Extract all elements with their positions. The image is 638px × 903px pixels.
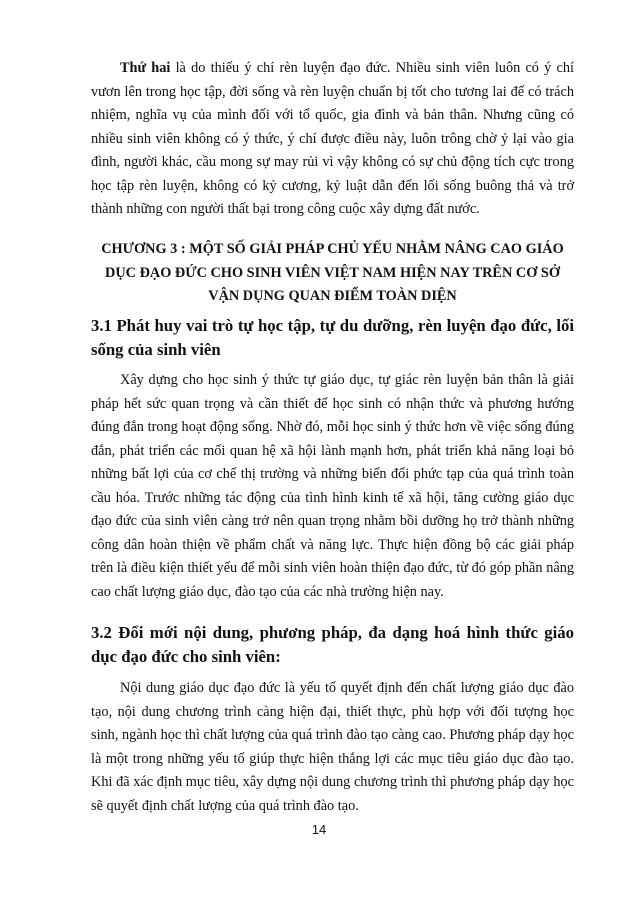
- section-2-body: [91, 677, 574, 818]
- section-1-heading: 3.1 Phát huy vai trò tự học tập, tự du dưỡng, rèn luyện đạo đức, lối sống của sinh viên: [91, 316, 574, 359]
- page-number: 14: [311, 822, 327, 837]
- section-1-text: Xây dựng cho học sinh ý thức tự giáo dục, tự giác rèn luyện bản thân là giải pháp hết sức quan trọng và cần thiết để học sinh có nhận thức và phương hướng đúng đắn trong hoạt động sống. Nhờ đó, mỗi học sinh ý thức hơn về việc sống đúng đắn, phát triển các mối quan hệ xã hội lành mạnh hơn, phát triển khả năng loại bỏ những bất lợi của cơ chế thị trường và những biến đổi phức tạp của quá trình toàn cầu hóa. Trước những tác động của tình hình kinh tế xã hội, tăng cường giáo dục đạo đức của sinh viên càng trở nên quan trọng nhằm bồi dưỡng họ trở thành những công dân hoàn thiện về phẩm chất và năng lực. Thực hiện đồng bộ các giải pháp trên là điều kiện thiết yếu để mỗi sinh viên hoàn thiện đạo đức, từ đó góp phần nâng cao chất lượng giáo dục, đào tạo của các nhà trường hiện nay.: [91, 372, 574, 600]
- section-2-heading: 3.2 Đổi mới nội dung, phương pháp, đa dạng hoá hình thức giáo dục đạo đức cho sinh viên:: [91, 623, 574, 666]
- section-2-text: Nội dung giáo dục đạo đức là yếu tố quyết định đến chất lượng giáo dục đào tạo, nội dung chương trình càng hiện đại, thiết thực, phù hợp với đối tượng học sinh, ngành học thì chất lượng của quá trình đào tạo càng cao. Phương pháp dạy học là một trong những yếu tố giúp thực hiện thắng lợi các mục tiêu giáo dục đào tạo. Khi đã xác định mục tiêu, xây dựng nội dung chương trình thì phương pháp dạy học sẽ quyết định chất lượng của quá trình đào tạo.: [91, 680, 574, 814]
- chapter-title: CHƯƠNG 3 : MỘT SỐ GIẢI PHÁP CHỦ YẾU NHẰM NÂNG CAO GIÁO DỤC ĐẠO ĐỨC CHO SINH VIÊN VIỆT NAM HIỆN NAY TRÊN CƠ SỞ VẬN DỤNG QUAN ĐIỂM TOÀN DIỆN: [101, 241, 564, 304]
- intro-lead: Thứ hai: [120, 60, 171, 76]
- section-1-body: [91, 369, 574, 604]
- intro-paragraph: [91, 57, 574, 222]
- intro-text: là do thiếu ý chí rèn luyện đạo đức. Nhiều sinh viên luôn có ý chí vươn lên trong học tập, đời sống và rèn luyện chuẩn bị tốt cho tương lai để có trách nhiệm, nghĩa vụ của mình đối với tổ quốc, gia đình và bản thân. Nhưng cũng có nhiều sinh viên không có ý thức, ý chí được điều này, luôn trông chờ ỷ lại vào gia đình, người khác, cầu mong sự may rủi vì vậy không có sự chủ động tích cực trong học tập rèn luyện, không có kỷ cương, kỷ luật dẫn đến lối sống buông thả và trở thành những con người thất bại trong công cuộc xây dựng đất nước.: [91, 60, 574, 217]
